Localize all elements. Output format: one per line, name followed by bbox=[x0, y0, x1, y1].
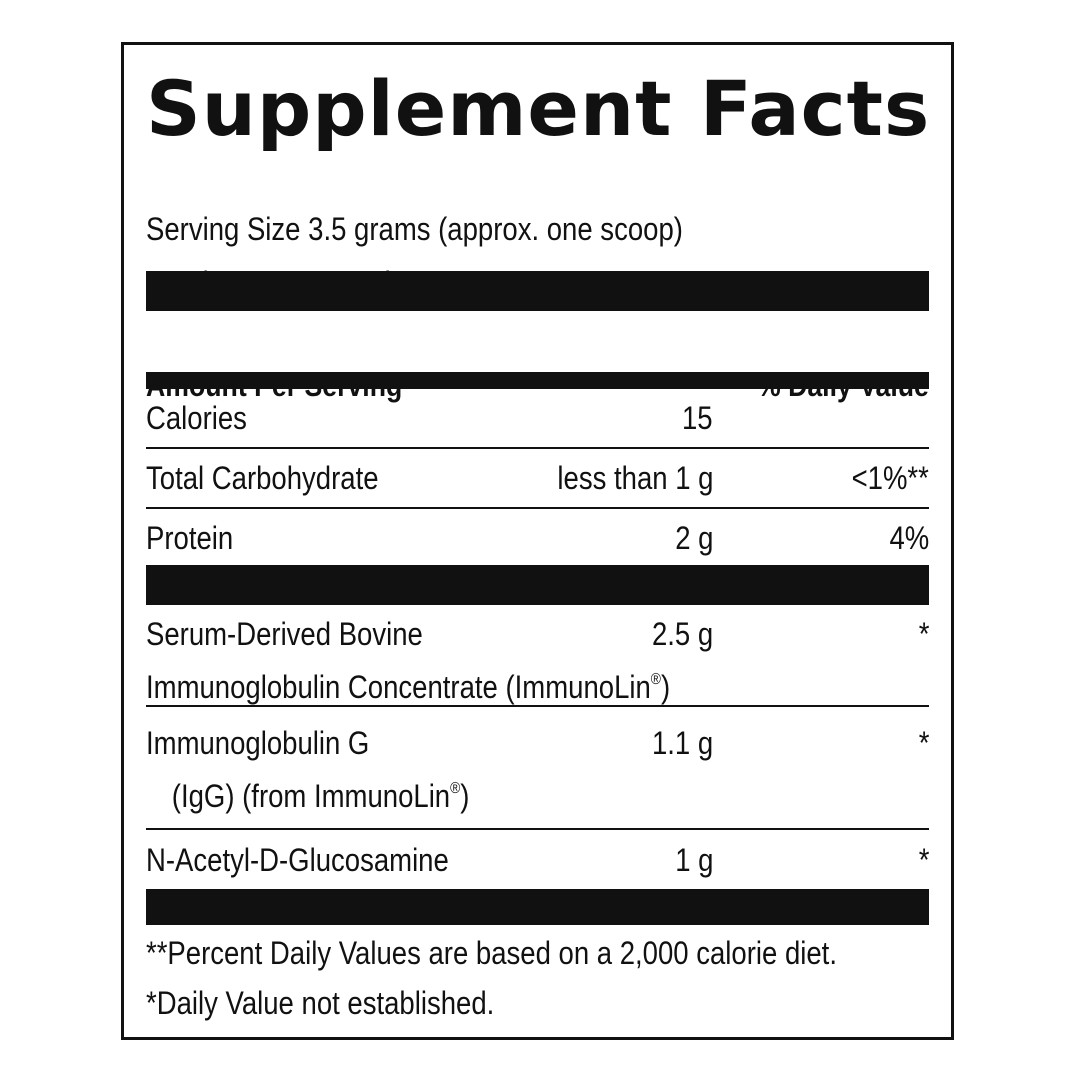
nutrient-row-calories bbox=[146, 395, 929, 441]
ingredient-amount: 2.5 g bbox=[651, 616, 713, 652]
nutrient-daily-value: <1%** bbox=[851, 460, 929, 496]
ingredient-daily-value: * bbox=[918, 842, 929, 878]
row-divider bbox=[146, 705, 929, 707]
thick-divider bbox=[146, 889, 929, 925]
ingredient-name-line2: (IgG) (from ImmunoLin®) bbox=[171, 778, 470, 814]
panel-title: Supplement Facts bbox=[146, 64, 931, 153]
ingredient-daily-value: * bbox=[918, 725, 929, 761]
medium-divider bbox=[146, 372, 929, 389]
nutrient-amount: less than 1 g bbox=[556, 460, 713, 496]
registered-mark: ® bbox=[650, 671, 661, 688]
row-divider bbox=[146, 507, 929, 509]
nutrient-daily-value: 4% bbox=[889, 520, 929, 556]
nutrient-amount: 2 g bbox=[674, 520, 713, 556]
serving-size: Serving Size 3.5 grams (approx. one scoop) bbox=[146, 211, 683, 247]
row-divider bbox=[146, 447, 929, 449]
ingredient-name: N-Acetyl-D-Glucosamine bbox=[146, 842, 449, 878]
ingredient-amount: 1.1 g bbox=[651, 725, 713, 761]
ingredient-row-immunoglobulin-concentrate bbox=[146, 611, 929, 703]
supplement-facts-panel bbox=[121, 42, 954, 1040]
nutrient-amount: 15 bbox=[682, 400, 713, 436]
registered-mark: ® bbox=[450, 780, 461, 797]
footnote-daily-value-not-established: *Daily Value not established. bbox=[146, 985, 495, 1021]
ingredient-daily-value: * bbox=[918, 616, 929, 652]
nutrient-name: Total Carbohydrate bbox=[146, 460, 379, 496]
thick-divider bbox=[146, 271, 929, 311]
footnote-percent-daily-values: **Percent Daily Values are based on a 2,000 calorie diet. bbox=[146, 935, 837, 971]
ingredient-row-n-acetyl-d-glucosamine bbox=[146, 837, 929, 883]
nutrient-name: Protein bbox=[146, 520, 234, 556]
nutrient-name: Calories bbox=[146, 400, 247, 436]
nutrient-row-total-carbohydrate bbox=[146, 455, 929, 501]
ingredient-name-line1: Immunoglobulin G bbox=[146, 725, 370, 761]
nutrient-row-protein bbox=[146, 515, 929, 561]
ingredient-name-line2: Immunoglobulin Concentrate (ImmunoLin®) bbox=[146, 669, 671, 705]
row-divider bbox=[146, 828, 929, 830]
ingredient-amount: 1 g bbox=[674, 842, 713, 878]
ingredient-name-line1: Serum-Derived Bovine bbox=[146, 616, 423, 652]
thick-divider bbox=[146, 565, 929, 605]
ingredient-row-immunoglobulin-g bbox=[146, 720, 929, 812]
